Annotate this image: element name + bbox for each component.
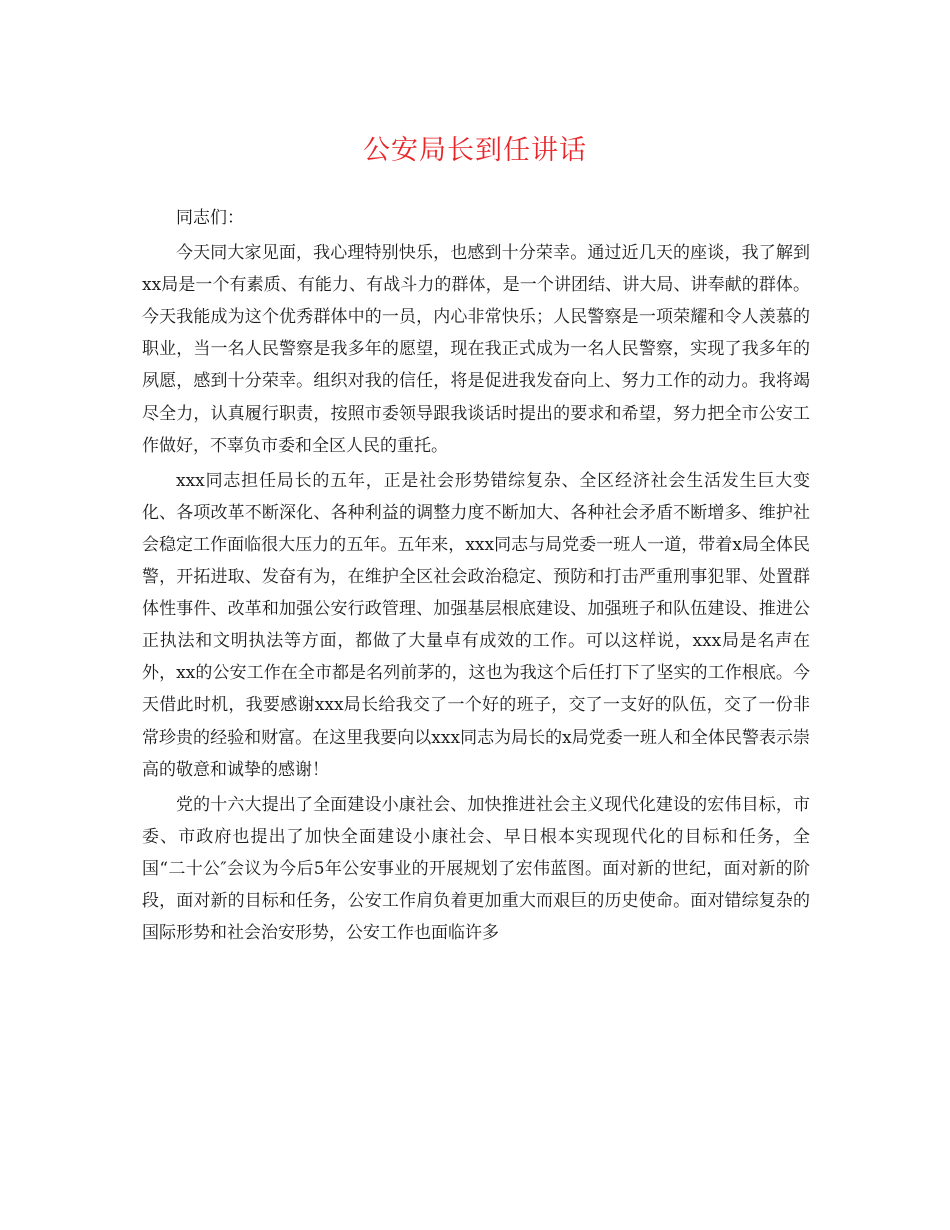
salutation: 同志们： [176,208,244,228]
paragraph: xxx同志担任局长的五年，正是社会形势错综复杂、全区经济社会生活发生巨大变化、各项改革不断深化、各种利益的调整力度不断加大、各种社会矛盾不断增多、维护社会稳定工作面临很大压力的五年。五年来，xxx同志与局党委一班人一道，带着x局全体民警，开拓进取、发奋有为，在维护全区社会政治稳定、预防和打击严重刑事犯罪、处置群体性事件、改革和加强公安行政管理、加强基层根底建设、加强班子和队伍建设、推进公正执法和文明执法等方面，都做了大量卓有成效的工作。可以这样说，xxx局是名声在外，xx的公安工作在全市都是名列前茅的，这也为我这个后任打下了坚实的工作根底。今天借此时机，我要感谢xxx局长给我交了一个好的班子，交了一支好的队伍，交了一份非常珍贵的经验和财富。在这里我要向以xxx同志为局长的x局党委一班人和全体民警表示崇高的敬意和诚挚的感谢！ [142,470,810,780]
paragraph: 党的十六大提出了全面建设小康社会、加快推进社会主义现代化建设的宏伟目标，市委、市政府也提出了加快全面建设小康社会、早日根本实现现代化的目标和任务，全国“二十公″会议为今后5年公安事业的开展规划了宏伟蓝图。面对新的世纪，面对新的阶段，面对新的目标和任务，公安工作肩负着更加重大而艰巨的历史使命。面对错综复杂的国际形势和社会治安形势，公安工作也面临许多 [142,794,810,944]
paragraph: 今天同大家见面，我心理特别快乐，也感到十分荣幸。通过近几天的座谈，我了解到xx局是一个有素质、有能力、有战斗力的群体，是一个讲团结、讲大局、讲奉献的群体。今天我能成为这个优秀群体中的一员，内心非常快乐；人民警察是一项荣耀和令人羡慕的职业，当一名人民警察是我多年的愿望，现在我正式成为一名人民警察，实现了我多年的夙愿，感到十分荣幸。组织对我的信任，将是促进我发奋向上、努力工作的动力。我将竭尽全力，认真履行职责，按照市委领导跟我谈话时提出的要求和希望，努力把全市公安工作做好，不辜负市委和全区人民的重托。 [142,243,810,456]
document-title: 公安局长到任讲话 [363,135,587,166]
document-body [142,202,810,949]
